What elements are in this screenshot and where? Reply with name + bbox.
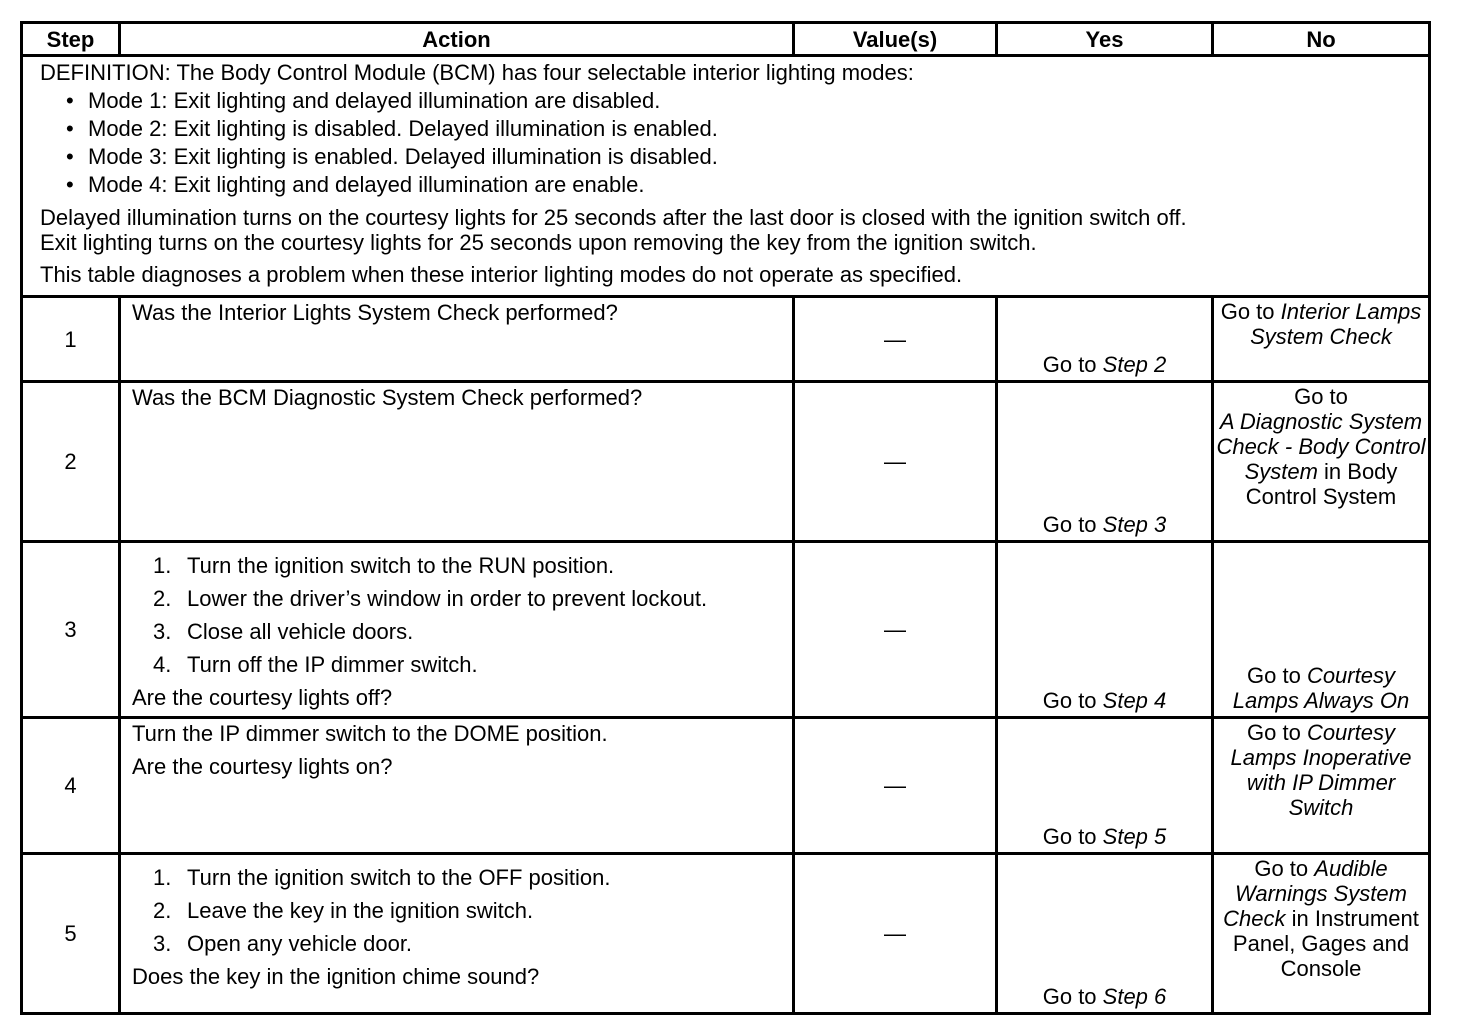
no-cell <box>1213 297 1430 382</box>
value-cell: — <box>794 297 997 382</box>
instruction-item <box>132 652 782 677</box>
item-number: 3. <box>153 931 172 956</box>
header-no: No <box>1213 23 1430 56</box>
step-number: 2 <box>22 382 120 542</box>
yes-prefix: Go to <box>1042 824 1103 849</box>
yes-cell <box>997 542 1213 718</box>
value-cell: — <box>794 854 997 1014</box>
no-link[interactable]: Audible Warnings System Check <box>1223 856 1407 931</box>
yes-prefix: Go to <box>1042 352 1103 377</box>
item-text: Turn the ignition switch to the RUN position. <box>187 553 615 578</box>
header-values: Value(s) <box>794 23 997 56</box>
step-instruction: Turn the IP dimmer switch to the DOME position. <box>132 721 608 746</box>
mode-item: • Mode 3: Exit lighting is enabled. Delayed illumination is disabled. <box>88 143 1428 171</box>
action-cell <box>120 382 794 542</box>
yes-prefix: Go to <box>1042 984 1103 1009</box>
item-text: Leave the key in the ignition switch. <box>187 898 534 923</box>
no-suffix: in Instrument Panel, Gages and Console <box>1232 906 1419 981</box>
step-number: 4 <box>22 718 120 854</box>
instruction-item <box>132 553 782 578</box>
step-number: 3 <box>22 542 120 718</box>
step-question: Are the courtesy lights off? <box>132 685 393 710</box>
item-number: 1. <box>153 865 172 890</box>
value-cell: — <box>794 382 997 542</box>
action-cell <box>120 854 794 1014</box>
no-prefix: Go to <box>1247 720 1307 745</box>
instruction-item <box>132 619 782 644</box>
step-question: Was the Interior Lights System Check performed? <box>132 300 618 325</box>
item-number: 2. <box>153 586 172 611</box>
step-number: 5 <box>22 854 120 1014</box>
step-question: Does the key in the ignition chime sound? <box>132 964 540 989</box>
item-text: Turn the ignition switch to the OFF position. <box>187 865 611 890</box>
value-cell: — <box>794 718 997 854</box>
item-text: Lower the driver’s window in order to prevent lockout. <box>187 586 708 611</box>
step-row <box>22 382 1430 542</box>
no-cell <box>1213 382 1430 542</box>
no-link[interactable]: Interior Lamps System Check <box>1250 299 1422 349</box>
action-cell <box>120 542 794 718</box>
definition-row <box>22 56 1430 297</box>
mode-item: • Mode 1: Exit lighting and delayed illumination are disabled. <box>88 87 1428 115</box>
no-prefix: Go to <box>1220 299 1281 324</box>
header-step: Step <box>22 23 120 56</box>
item-text: Turn off the IP dimmer switch. <box>187 652 478 677</box>
step-number: 1 <box>22 297 120 382</box>
yes-link[interactable]: Step 2 <box>1102 352 1167 377</box>
no-cell <box>1213 542 1430 718</box>
definition-intro: DEFINITION: The Body Control Module (BCM) has four selectable interior lighting modes: <box>40 60 914 85</box>
delayed-illumination-text: Delayed illumination turns on the courtesy lights for 25 seconds after the last door is closed with the ignition switch off. <box>40 205 1187 230</box>
step-row <box>22 718 1430 854</box>
yes-prefix: Go to <box>1042 512 1103 537</box>
instruction-list <box>132 865 782 956</box>
step-question: Was the BCM Diagnostic System Check performed? <box>132 385 643 410</box>
value-cell: — <box>794 542 997 718</box>
no-cell <box>1213 854 1430 1014</box>
item-number: 4. <box>153 652 172 677</box>
step-row <box>22 297 1430 382</box>
no-prefix: Go to <box>1294 384 1348 409</box>
yes-link[interactable]: Step 5 <box>1102 824 1167 849</box>
yes-cell <box>997 718 1213 854</box>
step-row <box>22 854 1430 1014</box>
item-number: 1. <box>153 553 172 578</box>
yes-prefix: Go to <box>1042 688 1103 713</box>
instruction-item <box>132 931 782 956</box>
action-cell <box>120 297 794 382</box>
no-suffix: in Body Control System <box>1245 459 1398 509</box>
item-number: 2. <box>153 898 172 923</box>
action-cell <box>120 718 794 854</box>
yes-link[interactable]: Step 4 <box>1102 688 1167 713</box>
no-prefix: Go to <box>1254 856 1315 881</box>
mode-list <box>40 87 1428 199</box>
header-action: Action <box>120 23 794 56</box>
yes-link[interactable]: Step 3 <box>1102 512 1167 537</box>
yes-cell <box>997 297 1213 382</box>
table-purpose-text: This table diagnoses a problem when these interior lighting modes do not operate as specified. <box>40 262 963 287</box>
yes-cell <box>997 382 1213 542</box>
instruction-item <box>132 586 782 611</box>
diagnostic-table-sheet <box>20 21 1428 1015</box>
header-yes: Yes <box>997 23 1213 56</box>
item-text: Open any vehicle door. <box>187 931 413 956</box>
step-question: Are the courtesy lights on? <box>132 754 393 779</box>
diagnostic-table <box>20 21 1431 1015</box>
no-cell <box>1213 718 1430 854</box>
instruction-item <box>132 865 782 890</box>
no-prefix: Go to <box>1247 663 1307 688</box>
instruction-list <box>132 553 782 677</box>
step-row <box>22 542 1430 718</box>
no-link[interactable]: Courtesy Lamps Inoperative with IP Dimmer Switch <box>1230 720 1412 820</box>
no-link[interactable]: Courtesy Lamps Always On <box>1232 663 1410 713</box>
exit-lighting-text: Exit lighting turns on the courtesy lights for 25 seconds upon removing the key from the ignition switch. <box>40 230 1037 255</box>
definition-cell <box>22 56 1430 297</box>
header-row <box>22 23 1430 56</box>
yes-cell <box>997 854 1213 1014</box>
mode-item: • Mode 4: Exit lighting and delayed illumination are enable. <box>88 171 1428 199</box>
mode-item: • Mode 2: Exit lighting is disabled. Delayed illumination is enabled. <box>88 115 1428 143</box>
instruction-item <box>132 898 782 923</box>
no-link[interactable]: A Diagnostic System Check - Body Control System <box>1216 409 1426 484</box>
item-text: Close all vehicle doors. <box>187 619 414 644</box>
yes-link[interactable]: Step 6 <box>1102 984 1167 1009</box>
item-number: 3. <box>153 619 172 644</box>
